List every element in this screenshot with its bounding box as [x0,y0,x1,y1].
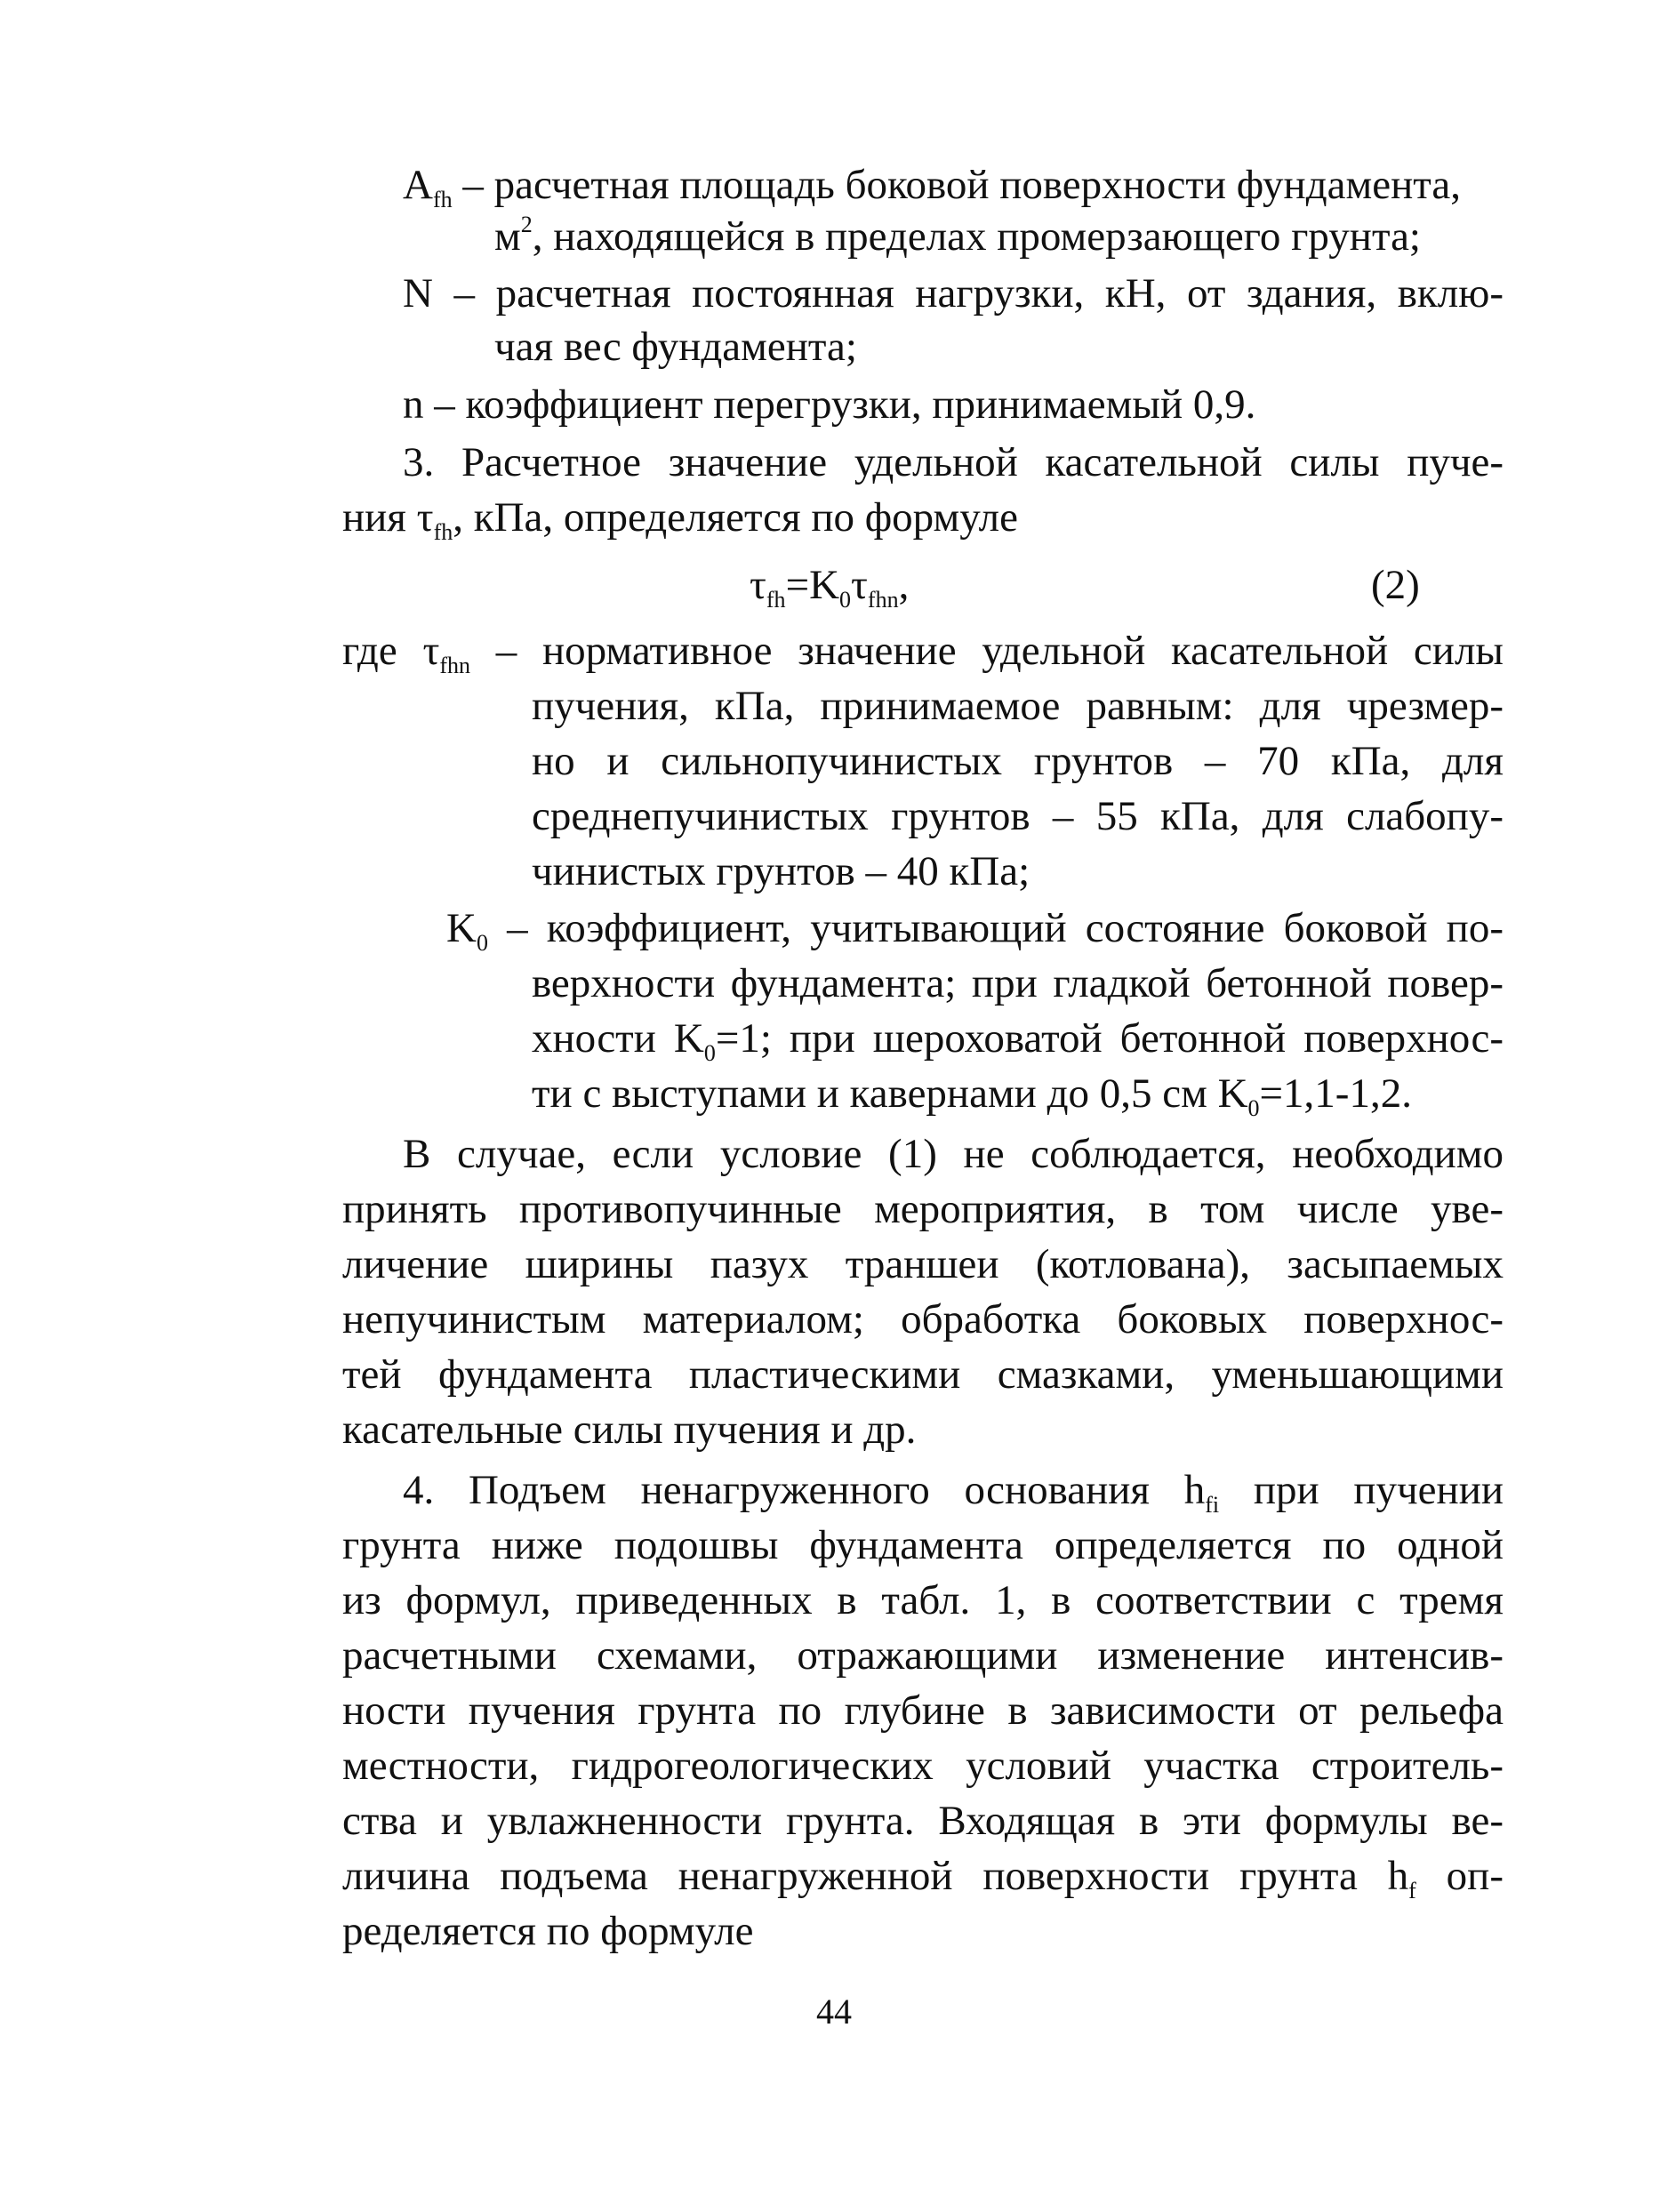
definition-k0-line-4: ти с выступами и кавернами до 0,5 см $K_0=1,1-1,2$. [532,1070,1412,1121]
item-3-line-1: 3. Расчетное значение удельной касательной силы пуче- [403,439,1504,485]
item-4-line-9: ределяется по формуле [342,1908,754,1954]
where-tau-fhn-line-3: но и сильнопучинистых грунтов – 70 кПа, для [532,738,1504,784]
paragraph-condition-line-6: касательные силы пучения и др. [342,1407,917,1453]
definition-a-fh-cont: $м^2$, находящейся в пределах промерзающего грунта; [494,212,1421,260]
paragraph-condition-line-1: В случае, если условие (1) не соблюдается, необходимо [403,1131,1504,1177]
definition-a-fh: $A_{fh}$ – расчетная площадь боковой поверхности фундамента, [403,162,1461,212]
item-4-line-3: из формул, приведенных в табл. 1, в соответствии с тремя [342,1577,1504,1623]
definition-k0-line-2: верхности фундамента; при гладкой бетонной повер- [532,960,1504,1006]
paragraph-condition-line-4: непучинистым материалом; обработка боковых поверхнос- [342,1296,1504,1342]
where-tau-fhn-line-4: среднепучинистых грунтов – 55 кПа, для слабопу- [532,793,1504,839]
item-4-line-5: ности пучения грунта по глубине в зависимости от рельефа [342,1687,1504,1734]
formula-2: $\tau_{fh}=K_0\tau_{fhn}$, [750,562,910,613]
where-tau-fhn-line-5: чинистых грунтов – 40 кПа; [532,848,1030,894]
page-number: 44 [816,1992,852,2032]
definition-n-load-cont: чая вес фундамента; [494,324,857,370]
item-4-line-6: местности, гидрогеологических условий участка строитель- [342,1743,1504,1789]
paragraph-condition-line-5: тей фундамента пластическими смазками, уменьшающими [342,1351,1504,1398]
item-4-line-7: ства и увлажненности грунта. Входящая в эти формулы ве- [342,1798,1504,1844]
item-4-line-8: личина подъема ненагруженной поверхности грунта $h_f$ оп- [342,1853,1504,1903]
item-4-line-1: 4. Подъем ненагруженного основания $h_{fi}$ при пучении [403,1467,1504,1518]
paragraph-condition-line-2: принять противопучинные мероприятия, в том числе уве- [342,1186,1504,1232]
formula-2-number: (2) [1371,562,1420,608]
definition-n-load: N – расчетная постоянная нагрузки, кН, от здания, вклю- [403,270,1504,317]
item-4-line-4: расчетными схемами, отражающими изменение интенсив- [342,1632,1504,1679]
definition-k0: $K_0$ – коэффициент, учитывающий состояние боковой по- [446,905,1504,956]
definition-k0-line-3: хности $K_0=1$; при шероховатой бетонной поверхнос- [532,1015,1504,1066]
where-tau-fhn-line-2: пучения, кПа, принимаемое равным: для чрезмер- [532,683,1504,729]
where-tau-fhn: где $\tau_{fhn}$ – нормативное значение удельной касательной силы [342,628,1504,678]
item-3-line-2: ния $\tau_{fh}$, кПа, определяется по формуле [342,494,1018,545]
item-4-line-2: грунта ниже подошвы фундамента определяется по одной [342,1522,1504,1568]
definition-n-overload: n – коэффициент перегрузки, принимаемый 0,9. [403,381,1256,428]
paragraph-condition-line-3: личение ширины пазух траншеи (котлована), засыпаемых [342,1241,1504,1287]
